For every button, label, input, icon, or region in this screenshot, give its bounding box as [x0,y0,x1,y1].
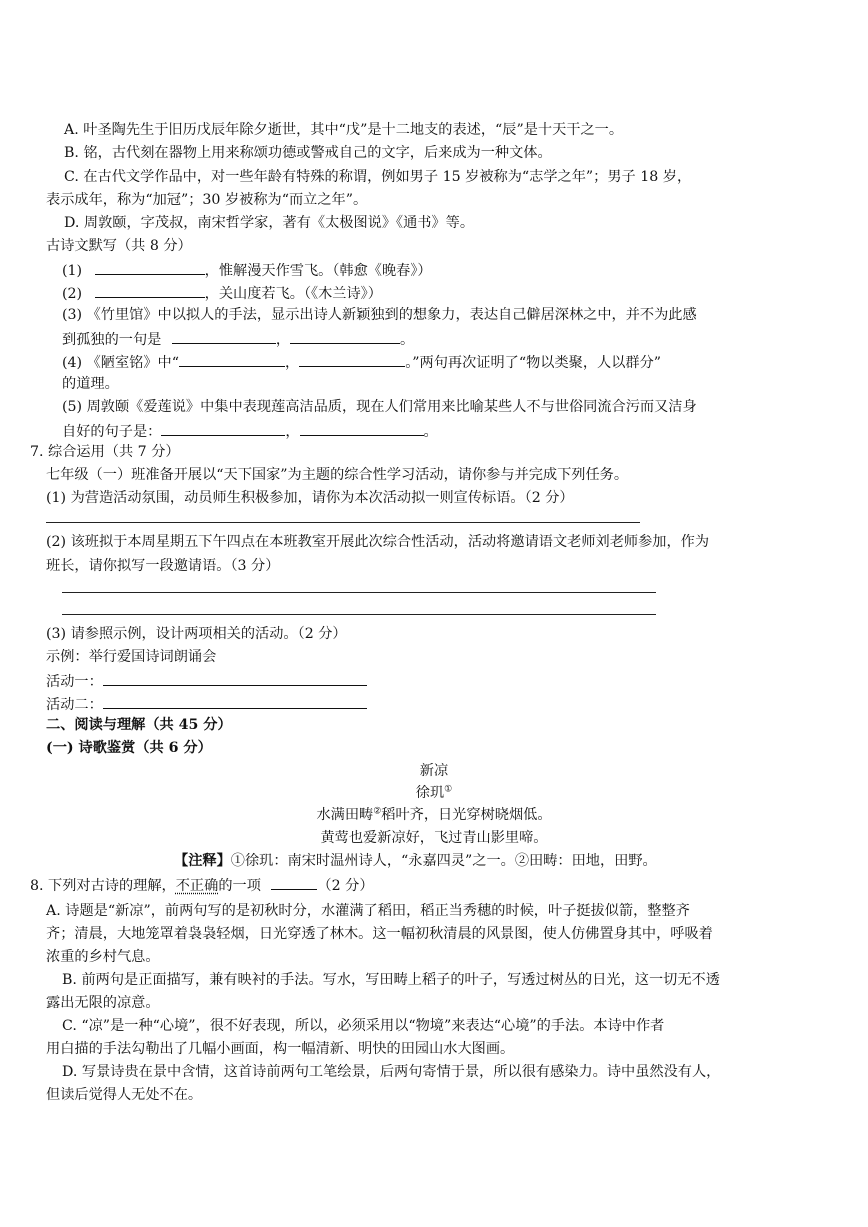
q7-task3: (3) 请参照示例，设计两项相关的活动。（2 分） [46,626,347,642]
option-8b-line1: B. 前两句是正面描写，兼有映衬的手法。写水，写田畴上稻子的叶子，写透过树丛的日光，这一切无不透 [62,972,720,988]
footnote-mark: ② [373,806,382,817]
option-6b: B. 铭，古代刻在器物上用来称颂功德或警戒自己的文字，后来成为一种文体。 [64,145,552,161]
dictation-q1-number: (1) [62,263,83,279]
answer-blank[interactable] [103,670,367,686]
dictation-q2-text: ，关山度若飞。（《木兰诗》） [204,286,382,302]
option-6c-line1: C. 在古代文学作品中，对一些年龄有特殊的称谓，例如男子 15 岁被称为“志学之年”；男子 18 岁， [64,169,692,185]
option-8a-line2: 齐；清晨，大地笼罩着袅袅轻烟，日光穿透了林木。这一幅初秋清晨的风景图，使人仿佛置身其中，呼吸着 [46,926,713,942]
q7-task1: (1) 为营造活动氛围，动员师生积极参加，请你为本次活动拟一则宣传标语。（2 分） [46,490,574,506]
answer-line[interactable] [62,614,656,615]
q8-score: （2 分） [317,878,374,894]
dictation-q5-prefix: 自好的句子是： [62,424,162,440]
answer-blank[interactable] [95,259,205,275]
answer-line[interactable] [62,592,656,593]
poem-line-1-part1: 水满田畴 [316,807,374,823]
answer-blank[interactable] [299,351,405,367]
dictation-q3-line2 [62,328,414,350]
option-8c-line2: 用白描的手法勾勒出了几幅小画面，构一幅清新、明快的田园山水大图画。 [46,1041,515,1057]
dictation-q4-line2: 的道理。 [62,376,119,392]
option-8c-line1: C. “凉”是一种“心境”，很不好表现，所以，必须采用以“物境”来表达“心境”的手法。本诗中作者 [62,1018,665,1034]
answer-blank[interactable] [179,351,285,367]
dictation-q2-number: (2) [62,286,83,302]
poem-notes [174,851,657,871]
option-6c-line2: 表示成年，称为“加冠”；30 岁被称为“而立之年”。 [46,192,368,208]
answer-blank[interactable] [300,420,424,436]
dictation-heading: 古诗文默写（共 8 分） [46,238,192,254]
notes-text: ①徐玑：南宋时温州诗人，“永嘉四灵”之一。②田畴：田地，田野。 [230,853,657,869]
notes-label: 【注释】 [174,853,231,869]
dictation-q2 [62,282,382,304]
option-8b-line2: 露出无限的凉意。 [46,995,160,1011]
q8-stem-emphasis: 不正确 [175,878,219,894]
footnote-mark: ① [444,784,453,795]
dictation-q5-line2 [62,420,438,442]
dictation-q4-suffix: 。”两句再次证明了“物以类聚，人以群分” [405,355,662,371]
dictation-q4-prefix: (4) 《陋室铭》中“ [62,355,179,371]
dictation-q3-line1: (3) 《竹里馆》中以拟人的手法，显示出诗人新颖独到的想象力，表达自己僻居深林之中，并不为此感 [62,307,697,323]
dictation-q1 [62,259,432,281]
answer-blank[interactable] [103,693,367,709]
poem-line-1-part2: 稻叶齐，日光穿树晓烟低。 [381,807,552,823]
q7-activity2 [46,693,367,715]
q8-stem-prefix: 8. 下列对古诗的理解， [30,878,176,894]
q8-stem [30,874,374,896]
poem-author [0,783,868,803]
dictation-q3-prefix: 到孤独的一句是 [62,332,162,348]
comma: ， [285,355,300,371]
answer-line[interactable] [46,522,640,523]
q7-heading: 7. 综合运用（共 7 分） [30,444,180,460]
dictation-q1-text: ，惟解漫天作雪飞。（韩愈《晚春》） [204,263,432,279]
q7-task2-line2: 班长，请你拟写一段邀请语。（3 分） [46,558,280,574]
q7-intro: 七年级（一）班准备开展以“天下国家”为主题的综合性学习活动，请你参与并完成下列任务。 [46,467,629,483]
poem-title: 新凉 [419,763,449,779]
option-6a: A. 叶圣陶先生于旧历戊辰年除夕逝世，其中“戊”是十二地支的表述，“辰”是十天干之一。 [64,122,624,138]
q7-example: 示例：举行爱国诗词朗诵会 [46,649,217,665]
poetry-subsection-heading: (一) 诗歌鉴赏（共 6 分） [46,740,212,756]
activity1-label: 活动一： [46,674,103,690]
poem-line-1 [0,805,868,825]
comma: ， [285,424,300,440]
reading-section-heading: 二、阅读与理解（共 45 分） [46,717,232,733]
period: 。 [423,424,438,440]
comma: ， [275,332,291,348]
period: 。 [400,332,415,348]
dictation-q4-line1 [62,351,661,373]
option-8a-line1: A. 诗题是“新凉”，前两句写的是初秋时分，水灌满了稻田，稻正当秀穗的时候，叶子挺拔似箭，整整齐 [46,903,690,919]
dictation-q5-line1: (5) 周敦颐《爱莲说》中集中表现莲高洁品质，现在人们常用来比喻某些人不与世俗同流合污而又洁身 [62,399,697,415]
q8-stem-suffix: 的一项 [218,878,261,894]
answer-blank[interactable] [290,328,400,344]
option-8d-line1: D. 写景诗贵在景中含情，这首诗前两句工笔绘景，后两句寄情于景，所以很有感染力。诗中虽然没有人， [62,1064,721,1080]
answer-blank[interactable] [161,420,285,436]
answer-blank[interactable] [271,874,317,890]
activity2-label: 活动二： [46,697,103,713]
answer-blank[interactable] [172,328,276,344]
answer-blank[interactable] [95,282,205,298]
q7-task2-line1: (2) 该班拟于本周星期五下午四点在本班教室开展此次综合性活动，活动将邀请语文老师刘老师参加，作为 [46,534,710,550]
option-8d-line2: 但读后觉得人无处不在。 [46,1087,203,1103]
option-6d: D. 周敦颐，字茂叔，南宋哲学家，著有《太极图说》《通书》等。 [64,215,475,231]
poem-line-2: 黄莺也爱新凉好，飞过青山影里啼。 [320,830,548,846]
option-8a-line3: 浓重的乡村气息。 [46,949,160,965]
q7-activity1 [46,670,367,692]
poem-author-name: 徐玑 [415,785,445,801]
